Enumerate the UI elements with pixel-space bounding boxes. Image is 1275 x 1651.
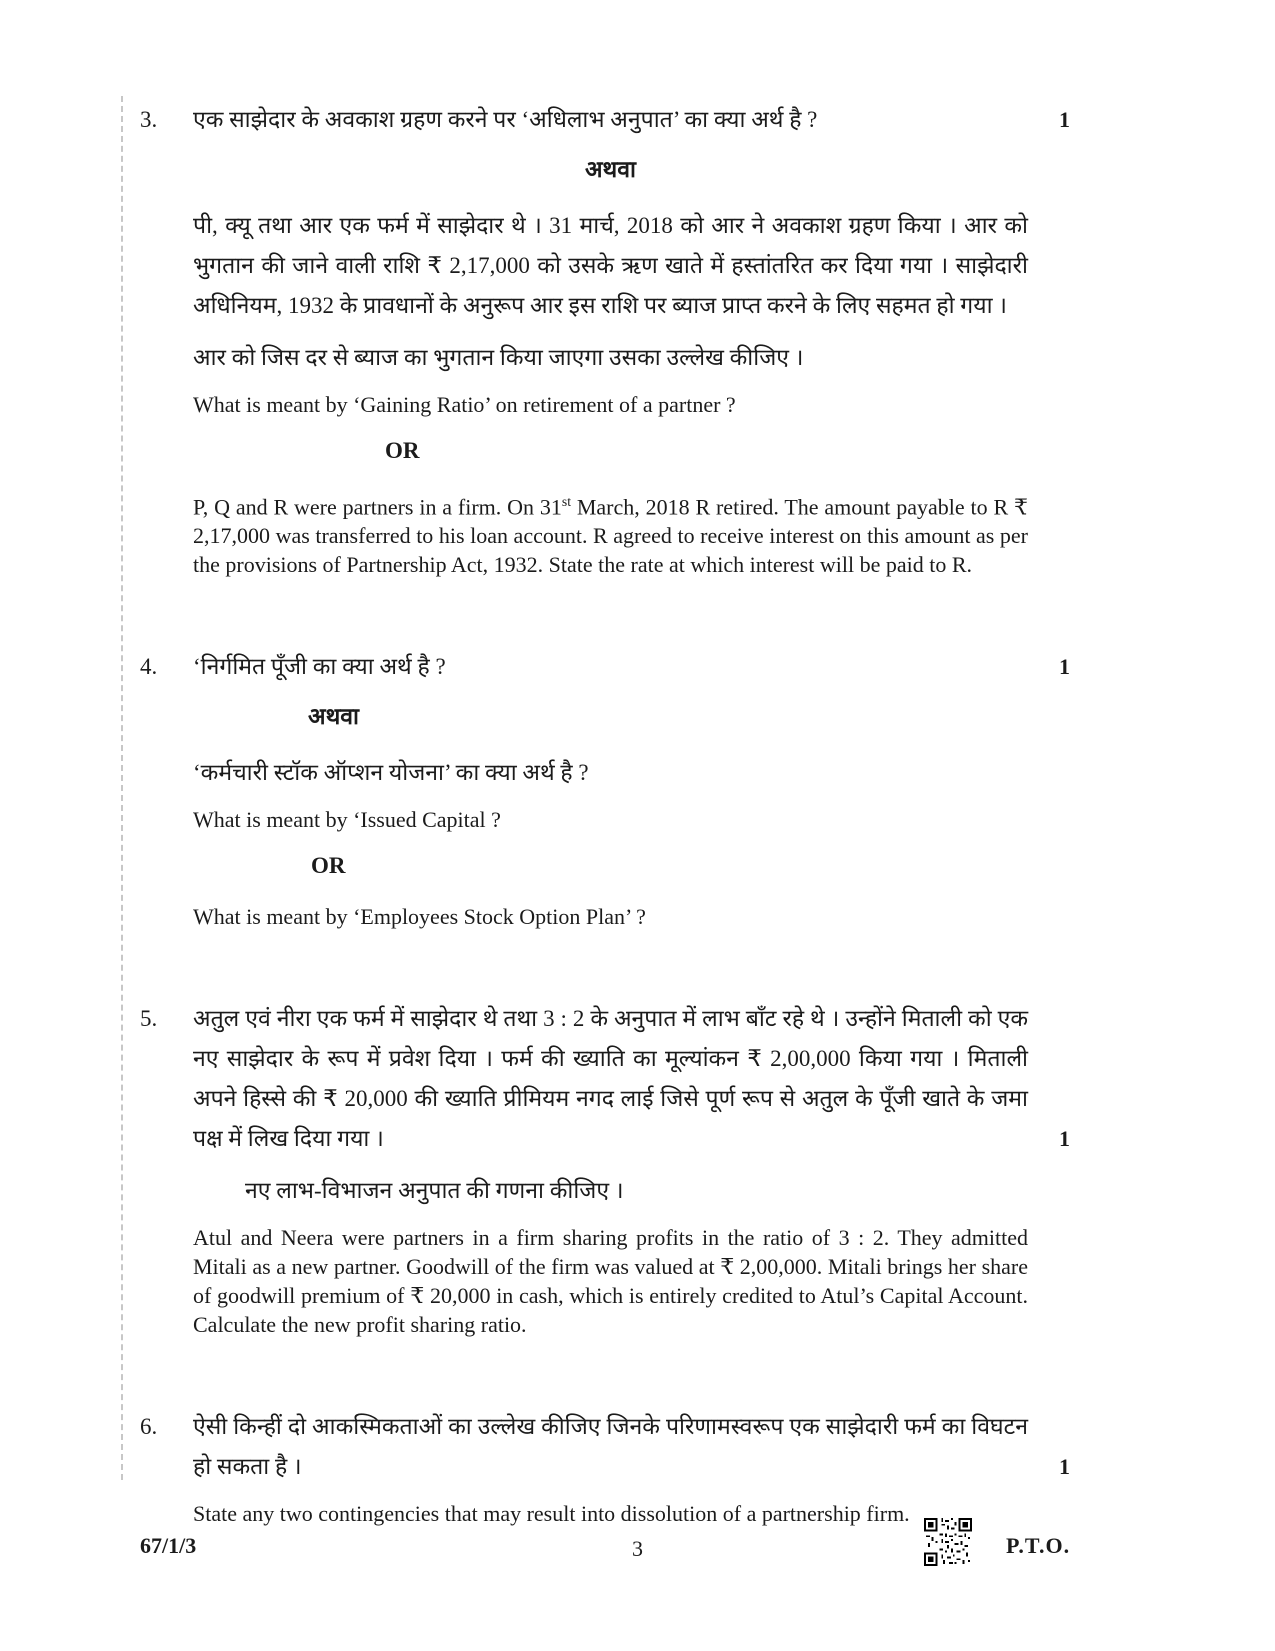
question-4 — [140, 647, 1070, 945]
edge-text-strip — [121, 96, 123, 1480]
q5-english-para: Atul and Neera were partners in a firm sharing profits in the ratio of 3 : 2. They admitted Mitali as a new partner. Goodwill of the firm was valued at ₹ 2,00,000. Mitali brings her share of goodwill premium of ₹ 20,000 in cash, which is entirely credited to Atul’s Capital Account. Calculate the new profit sharing ratio. — [193, 1225, 1028, 1338]
q6-marks: 1 — [1059, 1454, 1070, 1480]
q4-english-main: What is meant by ‘Issued Capital ? — [193, 807, 501, 833]
q6-hindi-para — [193, 1407, 1070, 1487]
q3-hindi-main-text: एक साझेदार के अवकाश ग्रहण करने पर ‘अधिलाभ अनुपात’ का क्या अर्थ है ? — [193, 107, 818, 132]
qr-code — [924, 1518, 972, 1566]
q3-hindi-main — [193, 100, 1070, 140]
question-4-body — [193, 647, 1070, 945]
q5-hindi-para — [193, 999, 1070, 1159]
q3-or-label: OR — [385, 438, 420, 463]
q3-hindi-alt-para: पी, क्यू तथा आर एक फर्म में साझेदार थे । 31 मार्च, 2018 को आर ने अवकाश ग्रहण किया । आर को भुगतान की जाने वाली राशि ₹ 2,17,000 को उसके ऋण खाते में हस्तांतरित कर दिया गया । साझेदारी अधिनियम, 1932 के प्रावधानों के अनुरूप आर इस राशि पर ब्याज प्राप्त करने के लिए सहमत हो गया । — [193, 213, 1028, 318]
question-6-body — [193, 1407, 1070, 1542]
q4-athva-label: अथवा — [308, 704, 360, 730]
q6-hindi-para-text: ऐसी किन्हीं दो आकस्मिकताओं का उल्लेख कीजिए जिनके परिणामस्वरूप एक साझेदारी फर्म का विघटन हो सकता है । — [193, 1414, 1028, 1480]
question-5-body — [193, 999, 1070, 1353]
q5-hindi-para-text: अतुल एवं नीरा एक फर्म में साझेदार थे तथा 3 : 2 के अनुपात में लाभ बाँट रहे थे । उन्होंने मिताली को एक नए साझेदार के रूप में प्रवेश दिया । फर्म की ख्याति का मूल्यांकन ₹ 2,00,000 किया गया । मिताली अपने हिस्से की ₹ 20,000 की ख्याति प्रीमियम नगद लाई जिसे पूर्ण रूप से अतुल के पूँजी खाते के जमा पक्ष में लिख दिया गया । — [193, 1006, 1028, 1152]
q3-english-alt-post: March, 2018 R retired. The amount payable to R ₹ 2,17,000 was transferred to his loan account. R agreed to receive interest on this amount as per the provisions of Partnership Act, 1932. State the rate at which interest will be paid to R. — [193, 494, 1028, 578]
paper-code: 67/1/3 — [140, 1533, 197, 1558]
q3-hindi-alt-line: आर को जिस दर से ब्याज का भुगतान किया जाएगा उसका उल्लेख कीजिए । — [193, 345, 804, 370]
q4-or-label: OR — [311, 853, 346, 879]
q4-marks: 1 — [1059, 654, 1070, 680]
q6-english-line: State any two contingencies that may result into dissolution of a partnership firm. — [193, 1501, 910, 1527]
question-4-number: 4. — [140, 654, 158, 680]
q4-english-alt: What is meant by ‘Employees Stock Option Plan’ ? — [193, 904, 646, 930]
question-3 — [140, 100, 1070, 593]
q3-athva-label: अथवा — [584, 157, 636, 182]
q3-english-alt-sup: st — [561, 494, 571, 509]
q5-marks: 1 — [1059, 1126, 1070, 1152]
question-6-number: 6. — [140, 1414, 158, 1440]
q3-marks: 1 — [1059, 107, 1070, 132]
pto-label: P.T.O. — [1006, 1533, 1071, 1558]
question-5-number: 5. — [140, 1006, 158, 1032]
q4-hindi-main-text: ‘निर्गमित पूँजी का क्या अर्थ है ? — [193, 654, 446, 680]
q4-hindi-alt: ‘कर्मचारी स्टॉक ऑप्शन योजना’ का क्या अर्थ है ? — [193, 760, 589, 786]
question-3-body — [193, 100, 1070, 593]
q3-english-alt — [193, 487, 1028, 579]
question-6 — [140, 1407, 1070, 1542]
q3-english-main: What is meant by ‘Gaining Ratio’ on retirement of a partner ? — [193, 392, 736, 417]
question-3-number: 3. — [140, 107, 158, 132]
q4-hindi-main — [193, 647, 1070, 687]
question-5 — [140, 999, 1070, 1353]
q5-hindi-line: नए लाभ-विभाजन अनुपात की गणना कीजिए । — [245, 1178, 624, 1204]
page-number: 3 — [632, 1536, 643, 1561]
q3-english-alt-pre: P, Q and R were partners in a firm. On 31 — [193, 494, 562, 520]
